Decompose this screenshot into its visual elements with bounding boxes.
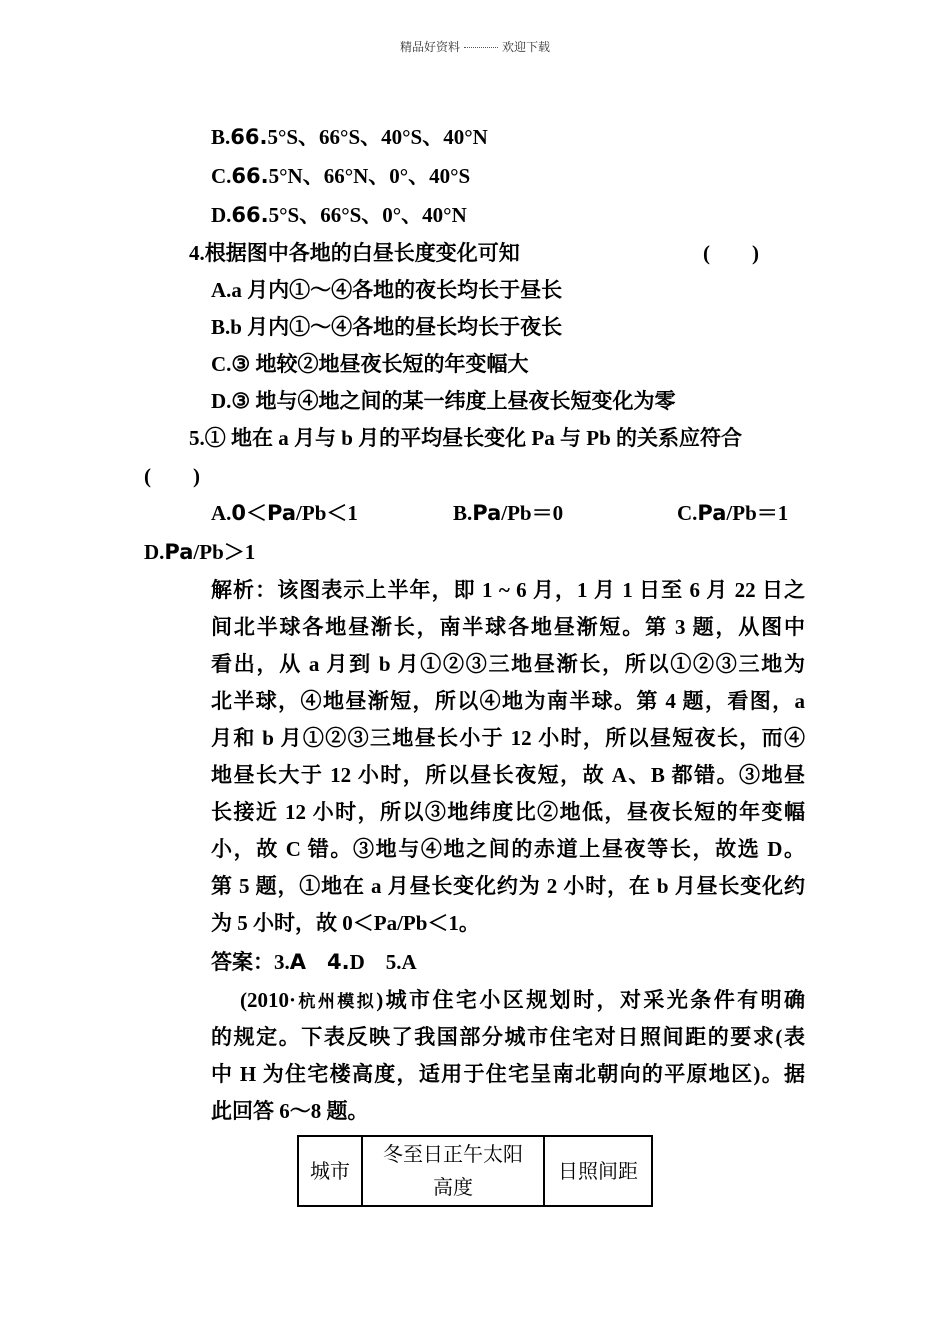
q4-answer-paren: ( ) (703, 241, 759, 265)
q3-option-c: C.66.5°N、66°N、0°、40°S (211, 164, 471, 188)
intro-line-3: 中 H 为住宅楼高度，适用于住宅呈南北朝向的平原地区)。据 (211, 1062, 805, 1086)
analysis-line-4: 北半球，④地昼渐短，所以④地为南半球。第 4 题，看图，a (211, 689, 805, 713)
analysis-line-10: 为 5 小时，故 0＜Pa/Pb＜1。 (211, 911, 480, 935)
analysis-line-6: 地昼长大于 12 小时，所以昼长夜短，故 A、B 都错。③地昼 (211, 763, 805, 787)
analysis-label: 解析： (211, 578, 278, 602)
q4-option-c: C.③ 地较②地昼夜长短的年变幅大 (211, 352, 529, 376)
sunlight-spacing-table (297, 1135, 653, 1207)
intro-line-1: (2010·杭州模拟)城市住宅小区规划时，对采光条件有明确 (240, 988, 806, 1012)
q4-stem: 4.根据图中各地的白昼长度变化可知 (189, 241, 520, 265)
q3-option-b: B.66.5°S、66°S、40°S、40°N (211, 125, 488, 149)
q5-option-c: C.Pa/Pb＝1 (677, 501, 789, 525)
q5-stem: 5.① 地在 a 月与 b 月的平均昼长变化 Pa 与 Pb 的关系应符合 (189, 426, 743, 450)
q5-option-a: A.0＜Pa/Pb＜1 (211, 501, 358, 525)
answer-line: 答案：3.A 4.D 5.A (211, 950, 417, 974)
q5-option-b: B.Pa/Pb＝0 (453, 501, 564, 525)
analysis-line-2: 间北半球各地昼渐长，南半球各地昼渐短。第 3 题，从图中 (211, 615, 805, 639)
q4-option-b: B.b 月内①～④各地的昼长均长于夜长 (211, 315, 563, 339)
q5-option-d: D.Pa/Pb＞1 (144, 540, 256, 564)
analysis-line-8: 小，故 C 错。③地与④地之间的赤道上昼夜等长，故选 D。 (211, 837, 805, 861)
intro-source-place: 杭州模拟 (296, 992, 377, 1011)
intro-line-2: 的规定。下表反映了我国部分城市住宅对日照间距的要求(表 (211, 1025, 805, 1049)
analysis-line-7: 长接近 12 小时，所以③地纬度比②地低，昼夜长短的年变幅 (211, 800, 805, 824)
header-left: 精品好资料 (399, 40, 460, 54)
q4-option-d: D.③ 地与④地之间的某一纬度上昼夜长短变化为零 (211, 389, 676, 413)
analysis-line-1: 解析：该图表示上半年，即 1 ~ 6 月，1 月 1 日至 6 月 22 日之 (211, 578, 806, 602)
analysis-line-9: 第 5 题，①地在 a 月昼长变化约为 2 小时，在 b 月昼长变化约 (211, 874, 805, 898)
q3-option-d: D.66.5°S、66°S、0°、40°N (211, 203, 467, 227)
analysis-line-5: 月和 b 月①②③三地昼长小于 12 小时，所以昼短夜长，而④ (211, 726, 805, 750)
header-noon-sun-altitude: 冬至日正午太阳 高度 (362, 1136, 544, 1206)
q4-option-a: A.a 月内①～④各地的夜长均长于昼长 (211, 278, 563, 302)
q5-answer-paren: ( ) (144, 464, 200, 488)
header-right: 欢迎下载 (502, 40, 551, 54)
header-city: 城市 (298, 1136, 362, 1206)
page-header (0, 38, 950, 55)
intro-line-4: 此回答 6～8 题。 (211, 1099, 369, 1123)
header-sunlight-spacing: 日照间距 (544, 1136, 652, 1206)
analysis-line-3: 看出，从 a 月到 b 月①②③三地昼渐长，所以①②③三地为 (211, 652, 805, 676)
answer-label: 答案： (211, 950, 274, 974)
table-header-row (298, 1136, 652, 1206)
